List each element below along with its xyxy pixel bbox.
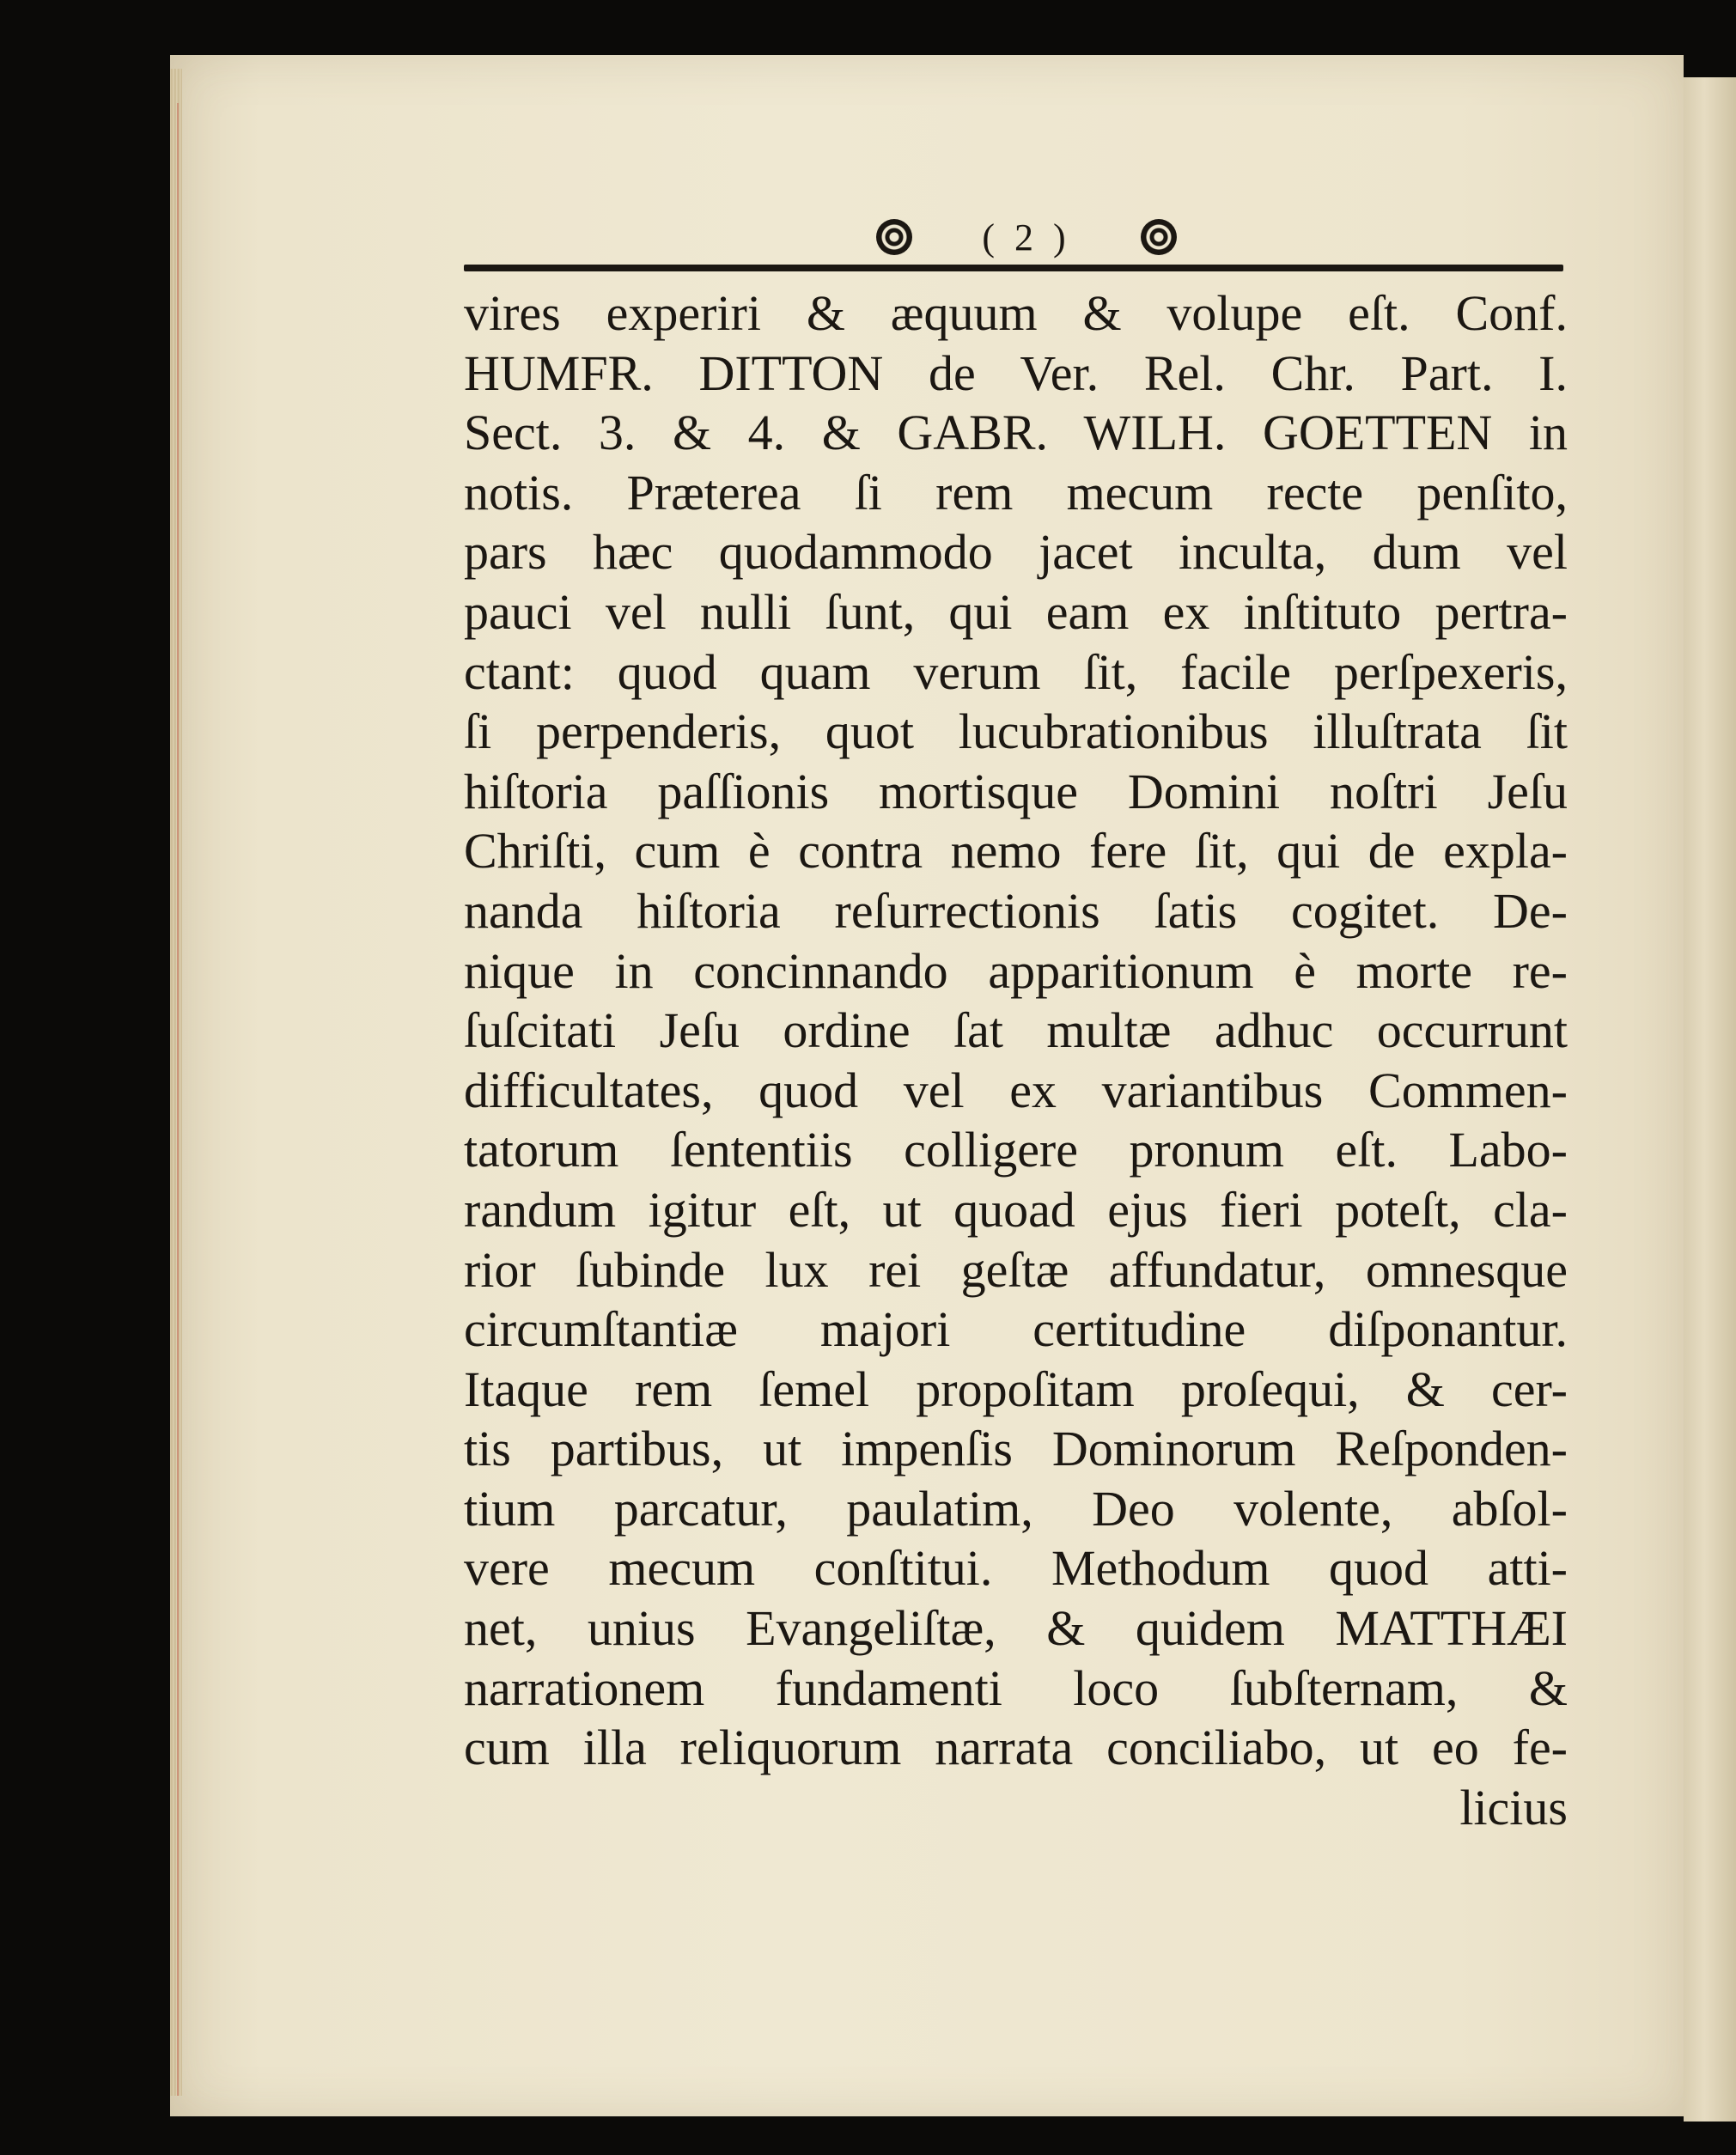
- text-line: notis. Præterea ſi rem mecum recte penſito,: [464, 464, 1568, 520]
- text-line: vires experiri & æquum & volupe eſt. Conf.: [464, 285, 1568, 341]
- text-line: tatorum ſententiis colligere pronum eſt. Labo-: [464, 1122, 1568, 1178]
- body-text: [464, 283, 1568, 1837]
- text-line: ſuſcitati Jeſu ordine ſat multæ adhuc occurrunt: [464, 1002, 1568, 1059]
- text-line: tium parcatur, paulatim, Deo volente, abſol-: [464, 1480, 1568, 1537]
- text-line: ctant: quod quam verum ſit, facile perſpexeris,: [464, 643, 1568, 700]
- text-line: Sect. 3. & 4. & GABR. WILH. GOETTEN in: [464, 405, 1568, 461]
- text-line: pauci vel nulli ſunt, qui eam ex inſtituto pertra-: [464, 583, 1568, 640]
- text-line: cum illa reliquorum narrata conciliabo, ut eo fe-: [464, 1720, 1568, 1776]
- text-line: tis partibus, ut impenſis Dominorum Reſponden-: [464, 1421, 1568, 1477]
- text-line: narrationem fundamenti loco ſubſternam, &: [464, 1659, 1568, 1716]
- text-line: nique in concinnando apparitionum è morte re-: [464, 942, 1568, 999]
- text-line: randum igitur eſt, ut quoad ejus fieri poteſt, cla-: [464, 1181, 1568, 1238]
- text-line: difficultates, quod vel ex variantibus Commen-: [464, 1062, 1568, 1118]
- text-line: hiſtoria paſſionis mortisque Domini noſtri Jeſu: [464, 763, 1568, 819]
- catchword: licius: [1459, 1779, 1568, 1835]
- text-line: pars hæc quodammodo jacet inculta, dum vel: [464, 524, 1568, 581]
- text-line: circumſtantiæ majori certitudine diſponantur.: [464, 1301, 1568, 1358]
- page-stack-edge: [170, 69, 182, 2096]
- text-line: Itaque rem ſemel propoſitam proſequi, & cer-: [464, 1361, 1568, 1417]
- text-line: Chriſti, cum è contra nemo fere ſit, qui de expla-: [464, 823, 1568, 880]
- text-line: nanda hiſtoria reſurrectionis ſatis cogitet. De-: [464, 882, 1568, 939]
- text-line: net, unius Evangeliſtæ, & quidem MATTHÆI: [464, 1600, 1568, 1657]
- page-number: ( 2 ): [982, 216, 1071, 259]
- rosette-ornament-icon: [1141, 219, 1177, 255]
- text-line: HUMFR. DITTON de Ver. Rel. Chr. Part. I.: [464, 344, 1568, 401]
- text-line: vere mecum conſtitui. Methodum quod atti-: [464, 1540, 1568, 1597]
- text-line: rior ſubinde lux rei geſtæ affundatur, omnesque: [464, 1241, 1568, 1298]
- text-line: ſi perpenderis, quot lucubrationibus illuſtrata ſit: [464, 703, 1568, 760]
- running-head: [876, 213, 1177, 261]
- facing-page-edge: [1684, 77, 1736, 2122]
- rosette-ornament-icon: [876, 219, 912, 255]
- red-edge-stain: [177, 103, 179, 2096]
- header-rule: [464, 265, 1563, 271]
